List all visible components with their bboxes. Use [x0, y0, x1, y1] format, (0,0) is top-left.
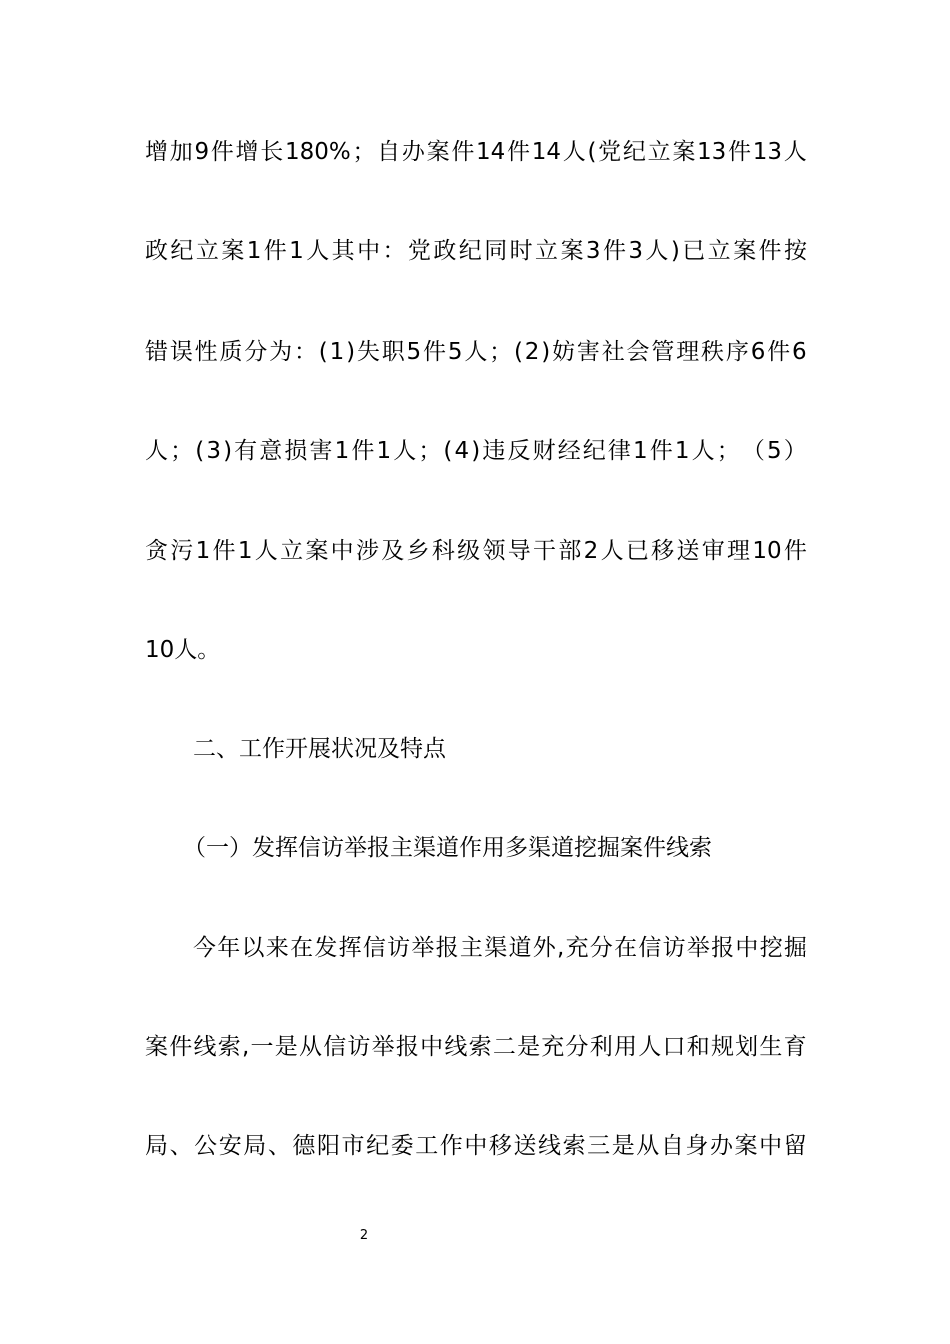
section-heading: 二、工作开展状况及特点 — [193, 736, 446, 762]
subsection-heading: （一）发挥信访举报主渠道作用多渠道挖掘案件线索 — [183, 835, 712, 861]
body-line-1: 增 加 9 件 增 长 180% ； 自 办 案 件 14 件 14 人 ( 党 纪 立 案 13 件 13 人 — [145, 139, 807, 165]
paragraph-line-1: 今 年 以 来 在 发 挥 信 访 举 报 主 渠 道 外 , 充 分 在 信 访 举 报 中 挖 掘 — [193, 935, 807, 961]
body-line-6: 10人。 — [145, 637, 221, 663]
body-line-2: 政 纪 立 案 1 件 1 人 其 中 ： 党 政 纪 同 时 立 案 3 件 3 人 ) 已 立 案 件 按 — [145, 238, 807, 264]
body-line-3: 错 误 性 质 分 为 ： ( 1 ) 失 职 5 件 5 人 ； ( 2 ) 妨 害 社 会 管 理 秩 序 6 件 6 — [145, 339, 807, 365]
body-line-4: 人 ； ( 3 ) 有 意 损 害 1 件 1 人 ； ( 4 ) 违 反 财 经 纪 律 1 件 1 人 ； （ 5 ） — [145, 438, 807, 464]
paragraph-line-3: 局 、 公 安 局 、 德 阳 市 纪 委 工 作 中 移 送 线 索 三 是 从 自 身 办 案 中 留 — [145, 1133, 807, 1159]
body-line-5: 贪 污 1 件 1 人 立 案 中 涉 及 乡 科 级 领 导 干 部 2 人 已 移 送 审 理 10 件 — [145, 538, 807, 564]
page-number: 2 — [359, 1228, 369, 1243]
paragraph-line-2: 案 件 线 索 , 一 是 从 信 访 举 报 中 线 索 二 是 充 分 利 用 人 口 和 规 划 生 育 — [145, 1034, 807, 1060]
